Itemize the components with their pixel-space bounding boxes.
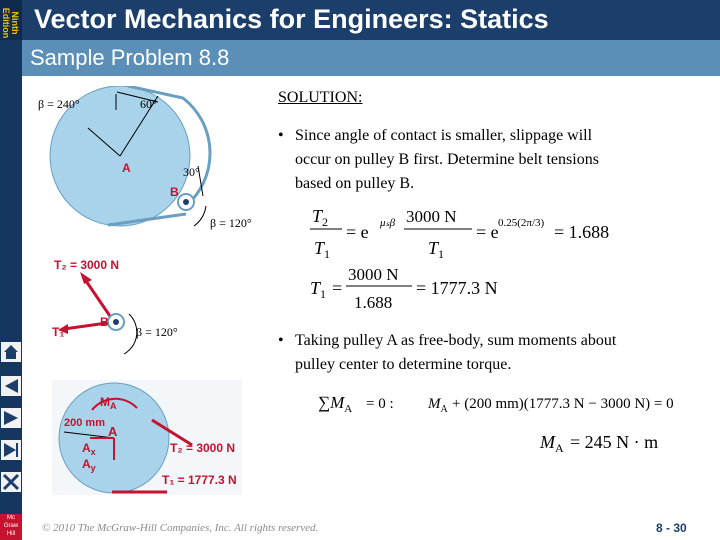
ay-label: $A_y$ — [82, 457, 96, 473]
bullet-dot: • — [278, 332, 284, 349]
eq4-rhs: = 245 N · m — [570, 432, 659, 452]
eq2-den: 1.688 — [354, 293, 393, 312]
eq3-sum-eq: = 0 : — [366, 396, 394, 412]
eq1-eq2: = e — [476, 222, 499, 242]
t1-label: T₁ — [52, 325, 65, 339]
eq2-eq: = — [332, 278, 343, 298]
center-a-label: A — [108, 424, 118, 439]
bullet-1-line: Since angle of contact is smaller, slippage will — [295, 127, 593, 144]
bullet-1-line: based on pulley B. — [295, 175, 415, 192]
eq1-exp1: μₛβ — [380, 217, 396, 229]
next-slide-button[interactable] — [1, 440, 21, 460]
eq2-result: = 1777.3 N — [416, 278, 498, 298]
eq1-result: = 1.688 — [554, 222, 610, 242]
pulley-b-fbd — [44, 254, 234, 364]
bullet-1-line: occur on pulley B first. Determine belt tensions — [295, 151, 599, 168]
edition-badge — [0, 0, 22, 40]
eq1-mid-den: $T_1$ — [428, 238, 445, 261]
eq1-lhs-den: $T_1$ — [314, 238, 331, 261]
bullet-2-line: Taking pulley A as free-body, sum moments about — [295, 332, 617, 349]
next-icon — [1, 440, 21, 460]
beta-120-label: β = 120° — [210, 216, 252, 230]
first-slide-button[interactable] — [1, 376, 21, 396]
eq3-body-rest: + (200 mm)(1777.3 N − 3000 N) = 0 — [452, 396, 674, 412]
first-icon — [1, 376, 21, 396]
beta-240-label: β = 240° — [38, 97, 80, 111]
eq1-exp2: 0.25(2π/3) — [498, 217, 545, 229]
slide-subtitle: Sample Problem 8.8 — [30, 45, 230, 70]
bullet-1-text — [295, 124, 599, 196]
solution-heading: SOLUTION: — [278, 89, 363, 106]
publisher-logo: Mc Graw Hill — [0, 514, 22, 540]
dist-200-label: 200 mm — [64, 417, 105, 429]
eq3-sum: $\sum M_A$ — [318, 393, 353, 415]
subtitle-bar — [22, 40, 720, 76]
t1-fbd-label: T₁ = 1777.3 N — [162, 473, 237, 487]
title-bar — [22, 0, 720, 40]
t2-label: T₂ = 3000 N — [54, 258, 120, 272]
bullet-2-text — [295, 329, 616, 377]
previous-slide-button[interactable] — [1, 408, 21, 428]
pulley-b-hub — [113, 319, 119, 325]
pulley-a-fbd — [52, 380, 242, 495]
bullet-dot: • — [278, 127, 284, 144]
edition-label: Ninth Edition — [1, 7, 20, 39]
bullet-2 — [278, 329, 708, 377]
previous-icon — [1, 408, 21, 428]
eq3-body: $M_A$ — [428, 396, 448, 415]
bullet-2-line: pulley center to determine torque. — [295, 356, 512, 373]
slide-title: Vector Mechanics for Engineers: Statics — [34, 4, 549, 34]
home-button[interactable] — [1, 342, 21, 362]
bullet-1 — [278, 124, 708, 196]
copyright-notice: © 2010 The McGraw-Hill Companies, Inc. All rights reserved. — [42, 522, 319, 534]
t2-arrow — [84, 278, 114, 322]
equation-t1 — [306, 262, 556, 318]
exit-icon — [1, 472, 21, 492]
equation-ma-result — [538, 426, 698, 456]
pulley-b-center — [183, 199, 189, 205]
t2-arrowhead — [80, 272, 92, 284]
beta-120-mid-label: β = 120° — [136, 325, 178, 339]
home-icon — [1, 342, 21, 362]
pulley-b-label: B — [170, 185, 179, 199]
pulley-b-tag: B — [100, 315, 109, 329]
ax-label: $A_x$ — [82, 441, 96, 457]
angle-30-label: 30° — [183, 165, 200, 179]
exit-button[interactable] — [1, 472, 21, 492]
eq1-eq: = e — [346, 222, 369, 242]
pulley-a-label: A — [122, 161, 131, 175]
page-number: 8 - 30 — [656, 521, 687, 535]
eq1-mid-num: 3000 N — [406, 207, 457, 226]
beta-arc — [124, 314, 137, 354]
equation-moment-sum — [318, 384, 698, 418]
beta-120-arc — [194, 206, 206, 226]
equation-tension-ratio — [306, 202, 616, 264]
eq1-lhs-num: $T_2$ — [312, 206, 329, 229]
eq2-lhs: $T_1$ — [310, 278, 327, 301]
eq2-num: 3000 N — [348, 265, 399, 284]
ma-label: $M_A$ — [100, 395, 117, 411]
eq4-lhs: $M_A$ — [540, 432, 564, 455]
t2-fbd-label: T₂ = 3000 N — [170, 441, 236, 455]
angle-60-label: 60° — [140, 97, 157, 111]
